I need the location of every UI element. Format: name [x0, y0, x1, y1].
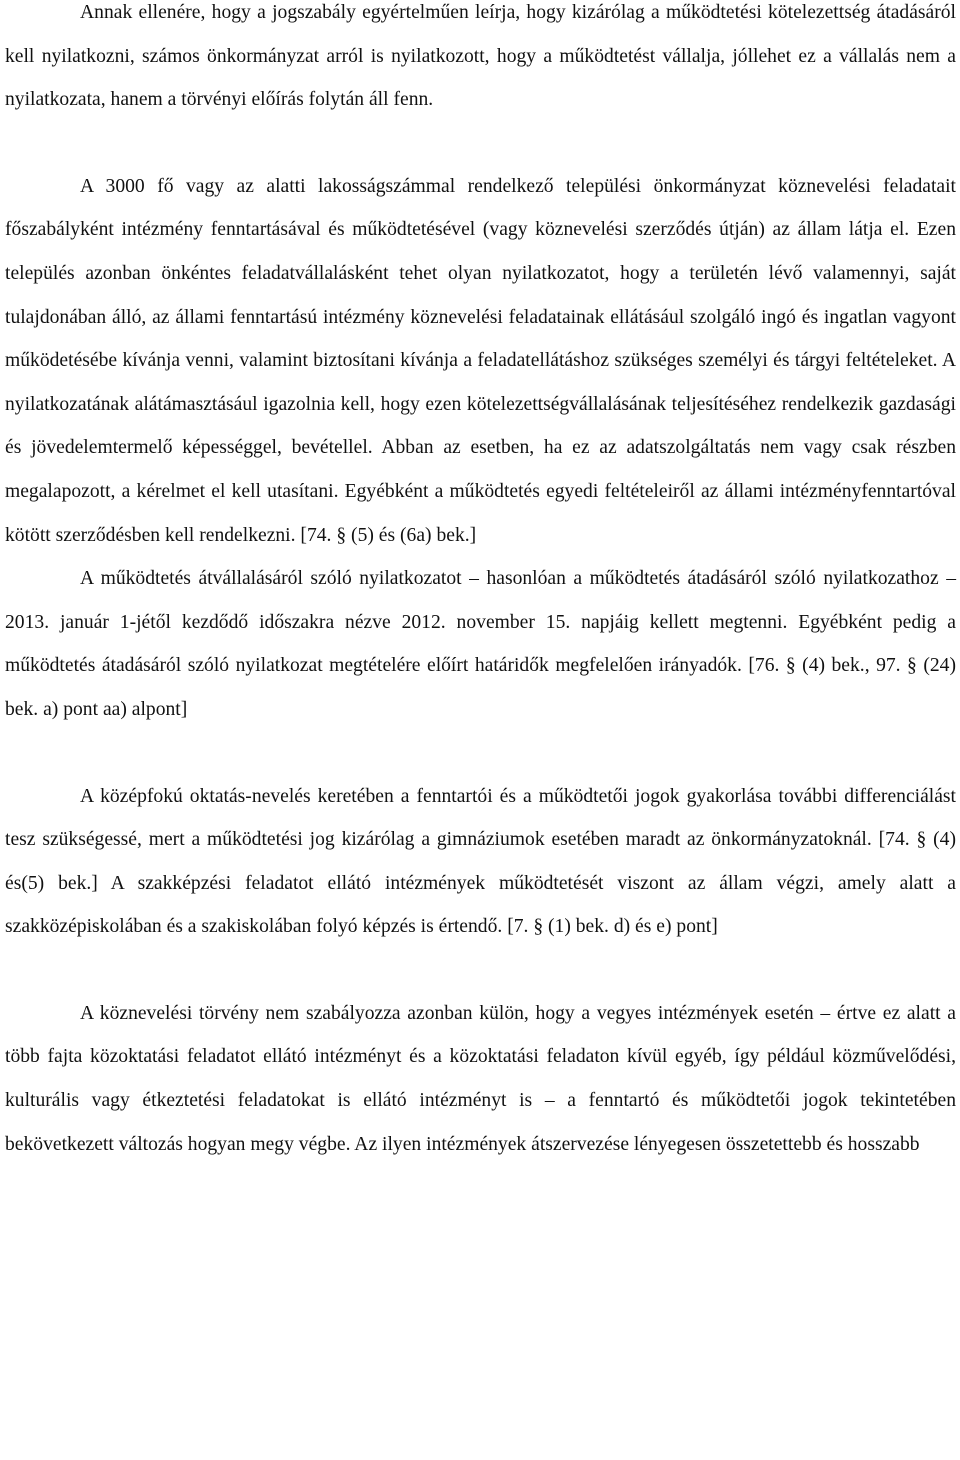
paragraph-operation-declaration: Annak ellenére, hogy a jogszabály egyértelműen leírja, hogy kizárólag a működtetési kötelezettség átadásáról kell nyilatkozni, számos önkormányzat arról is nyilatkozott, hogy a működtetést vállalja, jóllehet ez a vállalás nem a nyilatkozata, hanem a törvényi előírás folytán áll fenn.: [5, 2, 956, 111]
paragraph-mixed-institutions: A köznevelési törvény nem szabályozza azonban külön, hogy a vegyes intézmények esetén – értve ez alatt a több fajta közoktatási feladatot ellátó intézményt és a közoktatási feladaton kívül egyéb, így például közművelődési, kulturális vagy étkeztetési feladatokat is ellátó intézményt is – a fenntartó és működtetői jogok tekintetében bekövetkezett változás hogyan megy végbe. Az ilyen intézmények átszervezése lényegesen összetettebb és hosszabb: [5, 1002, 956, 1155]
paragraph-small-municipality: A 3000 fő vagy az alatti lakosságszámmal rendelkező települési önkormányzat köznevelési feladatait főszabályként intézmény fenntartásával és működtetésével (vagy köznevelési szerződés útján) az állam látja el. Ezen település azonban önkéntes feladatvállalásként tehet olyan nyilatkozatot, hogy a területén lévő valamennyi, saját tulajdonában álló, az állami fenntartású intézmény köznevelési feladatainak ellátásául szolgáló ingó és ingatlan vagyont működetésébe kívánja venni, valamint biztosítani kívánja a feladatellátáshoz szükséges személyi és tárgyi feltételeket. A nyilatkozatának alátámasztásául igazolnia kell, hogy ezen kötelezettségvállalásának teljesítéséhez rendelkezik gazdasági és jövedelemtermelő képességgel, bevétellel. Abban az esetben, ha ez az adatszolgáltatás nem vagy csak részben megalapozott, a kérelmet el kell utasítani. Egyébként a működtetés egyedi feltételeiről az állami intézményfenntartóval kötött szerződésben kell rendelkezni. [74. § (5) és (6a) bek.]: [5, 175, 956, 546]
paragraph-takeover-deadline: A működtetés átvállalásáról szóló nyilatkozatot – hasonlóan a működtetés átadásáról szóló nyilatkozathoz – 2013. január 1-jétől kezdődő időszakra nézve 2012. november 15. napjáig kellett megtenni. Egyébként pedig a működtetés átadásáról szóló nyilatkozat megtételére előírt határidők megfelelően irányadók. [76. § (4) bek., 97. § (24) bek. a) pont aa) alpont]: [5, 568, 956, 720]
paragraph-secondary-education: A középfokú oktatás-nevelés keretében a fenntartói és a működtetői jogok gyakorlása további differenciálást tesz szükségessé, mert a működtetési jog kizárólag a gimnáziumok esetében maradt az önkormányzatoknál. [74. § (4) és(5) bek.] A szakképzési feladatot ellátó intézmények működtetését viszont az állam végzi, amely alatt a szakközépiskolában és a szakiskolában folyó képzés is értendő. [7. § (1) bek. d) és e) pont]: [5, 785, 956, 938]
